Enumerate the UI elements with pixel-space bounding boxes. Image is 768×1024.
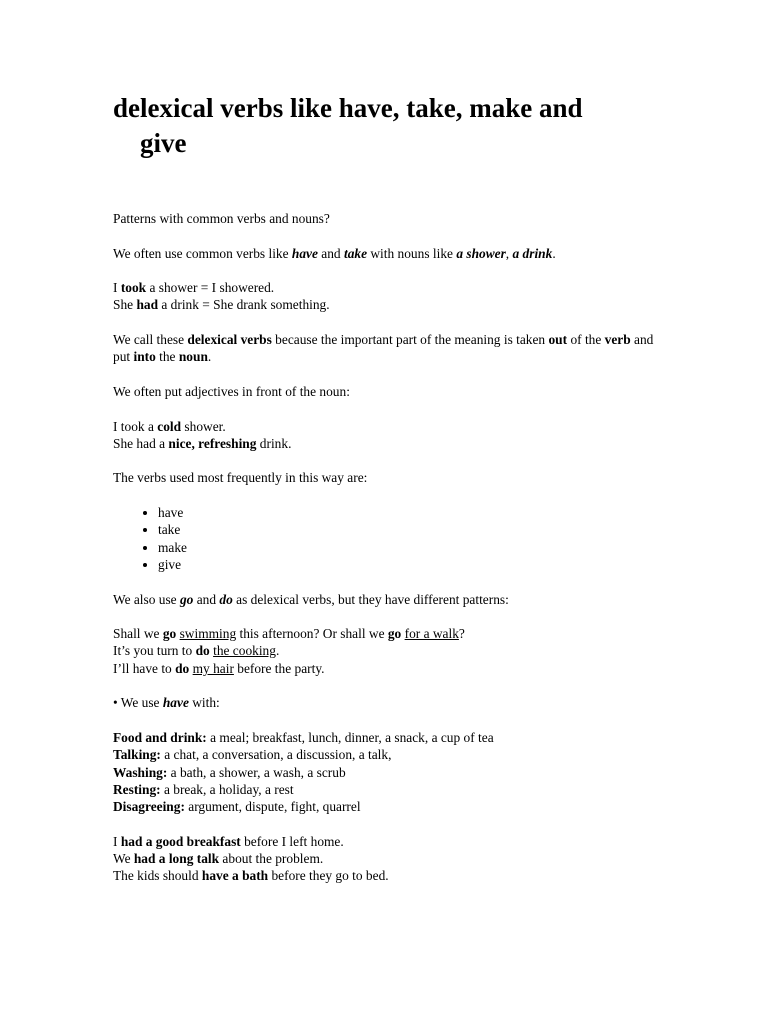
example-group-took-had (113, 279, 673, 314)
title-line-1: delexical verbs like have, take, make and (113, 93, 583, 123)
example-hair: I’ll have to do my hair before the party. (113, 660, 325, 676)
paragraph-verbs-used: The verbs used most frequently in this way are: (113, 470, 368, 486)
paragraph-have-with: • We use have with: (113, 695, 220, 711)
example-turn: It’s you turn to do the cooking. (113, 643, 280, 659)
paragraph-go-do: We also use go and do as delexical verbs, but they have different patterns: (113, 591, 509, 607)
emphasis-a-shower: a shower (456, 245, 506, 261)
category-washing: Washing: a bath, a shower, a wash, a scrub (113, 764, 346, 780)
example-took: I took a shower = I showered. (113, 280, 275, 296)
category-resting: Resting: a break, a holiday, a rest (113, 781, 294, 797)
emphasis-take: take (343, 245, 368, 261)
example-had: She had a drink = She drank something. (113, 297, 330, 313)
page-title (113, 91, 673, 161)
category-disagreeing: Disagreeing: argument, dispute, fight, quarrel (113, 799, 361, 815)
list-item: • have (158, 504, 673, 521)
example-breakfast: I had a good breakfast before I left home. (113, 833, 344, 849)
example-shall: Shall we go swimming this afternoon? Or shall we go for a walk? (113, 626, 465, 642)
example-bath: The kids should have a bath before they go to bed. (113, 868, 389, 884)
paragraph-delexical-definition: We call these delexical verbs because the important part of the meaning is taken out of the verb and put into the noun. (113, 332, 654, 365)
verbs-list (113, 504, 673, 573)
paragraph-patterns: Patterns with common verbs and nouns? (113, 211, 330, 226)
example-talk: We had a long talk about the problem. (113, 850, 324, 866)
list-item: • give (158, 556, 673, 573)
title-line-2: give (140, 128, 187, 158)
example-nice: She had a nice, refreshing drink. (113, 435, 292, 451)
paragraph-adjectives: We often put adjectives in front of the noun: (113, 383, 350, 399)
list-item: • make (158, 539, 673, 556)
term-delexical-verbs: delexical verbs (187, 332, 272, 348)
emphasis-have: have (291, 245, 318, 261)
paragraph-often-use: We often use common verbs like have and take with nouns like a shower, a drink. (113, 245, 556, 261)
example-group-go-do (113, 625, 673, 677)
list-item: • take (158, 521, 673, 538)
example-group-have (113, 833, 673, 885)
emphasis-a-drink: a drink (512, 245, 553, 261)
document-body (113, 210, 673, 902)
category-food: Food and drink: a meal; breakfast, lunch, dinner, a snack, a cup of tea (113, 729, 494, 745)
example-group-adjectives (113, 418, 673, 453)
category-talking: Talking: a chat, a conversation, a discussion, a talk, (113, 747, 392, 763)
category-list (113, 729, 673, 815)
example-cold: I took a cold shower. (113, 418, 226, 434)
